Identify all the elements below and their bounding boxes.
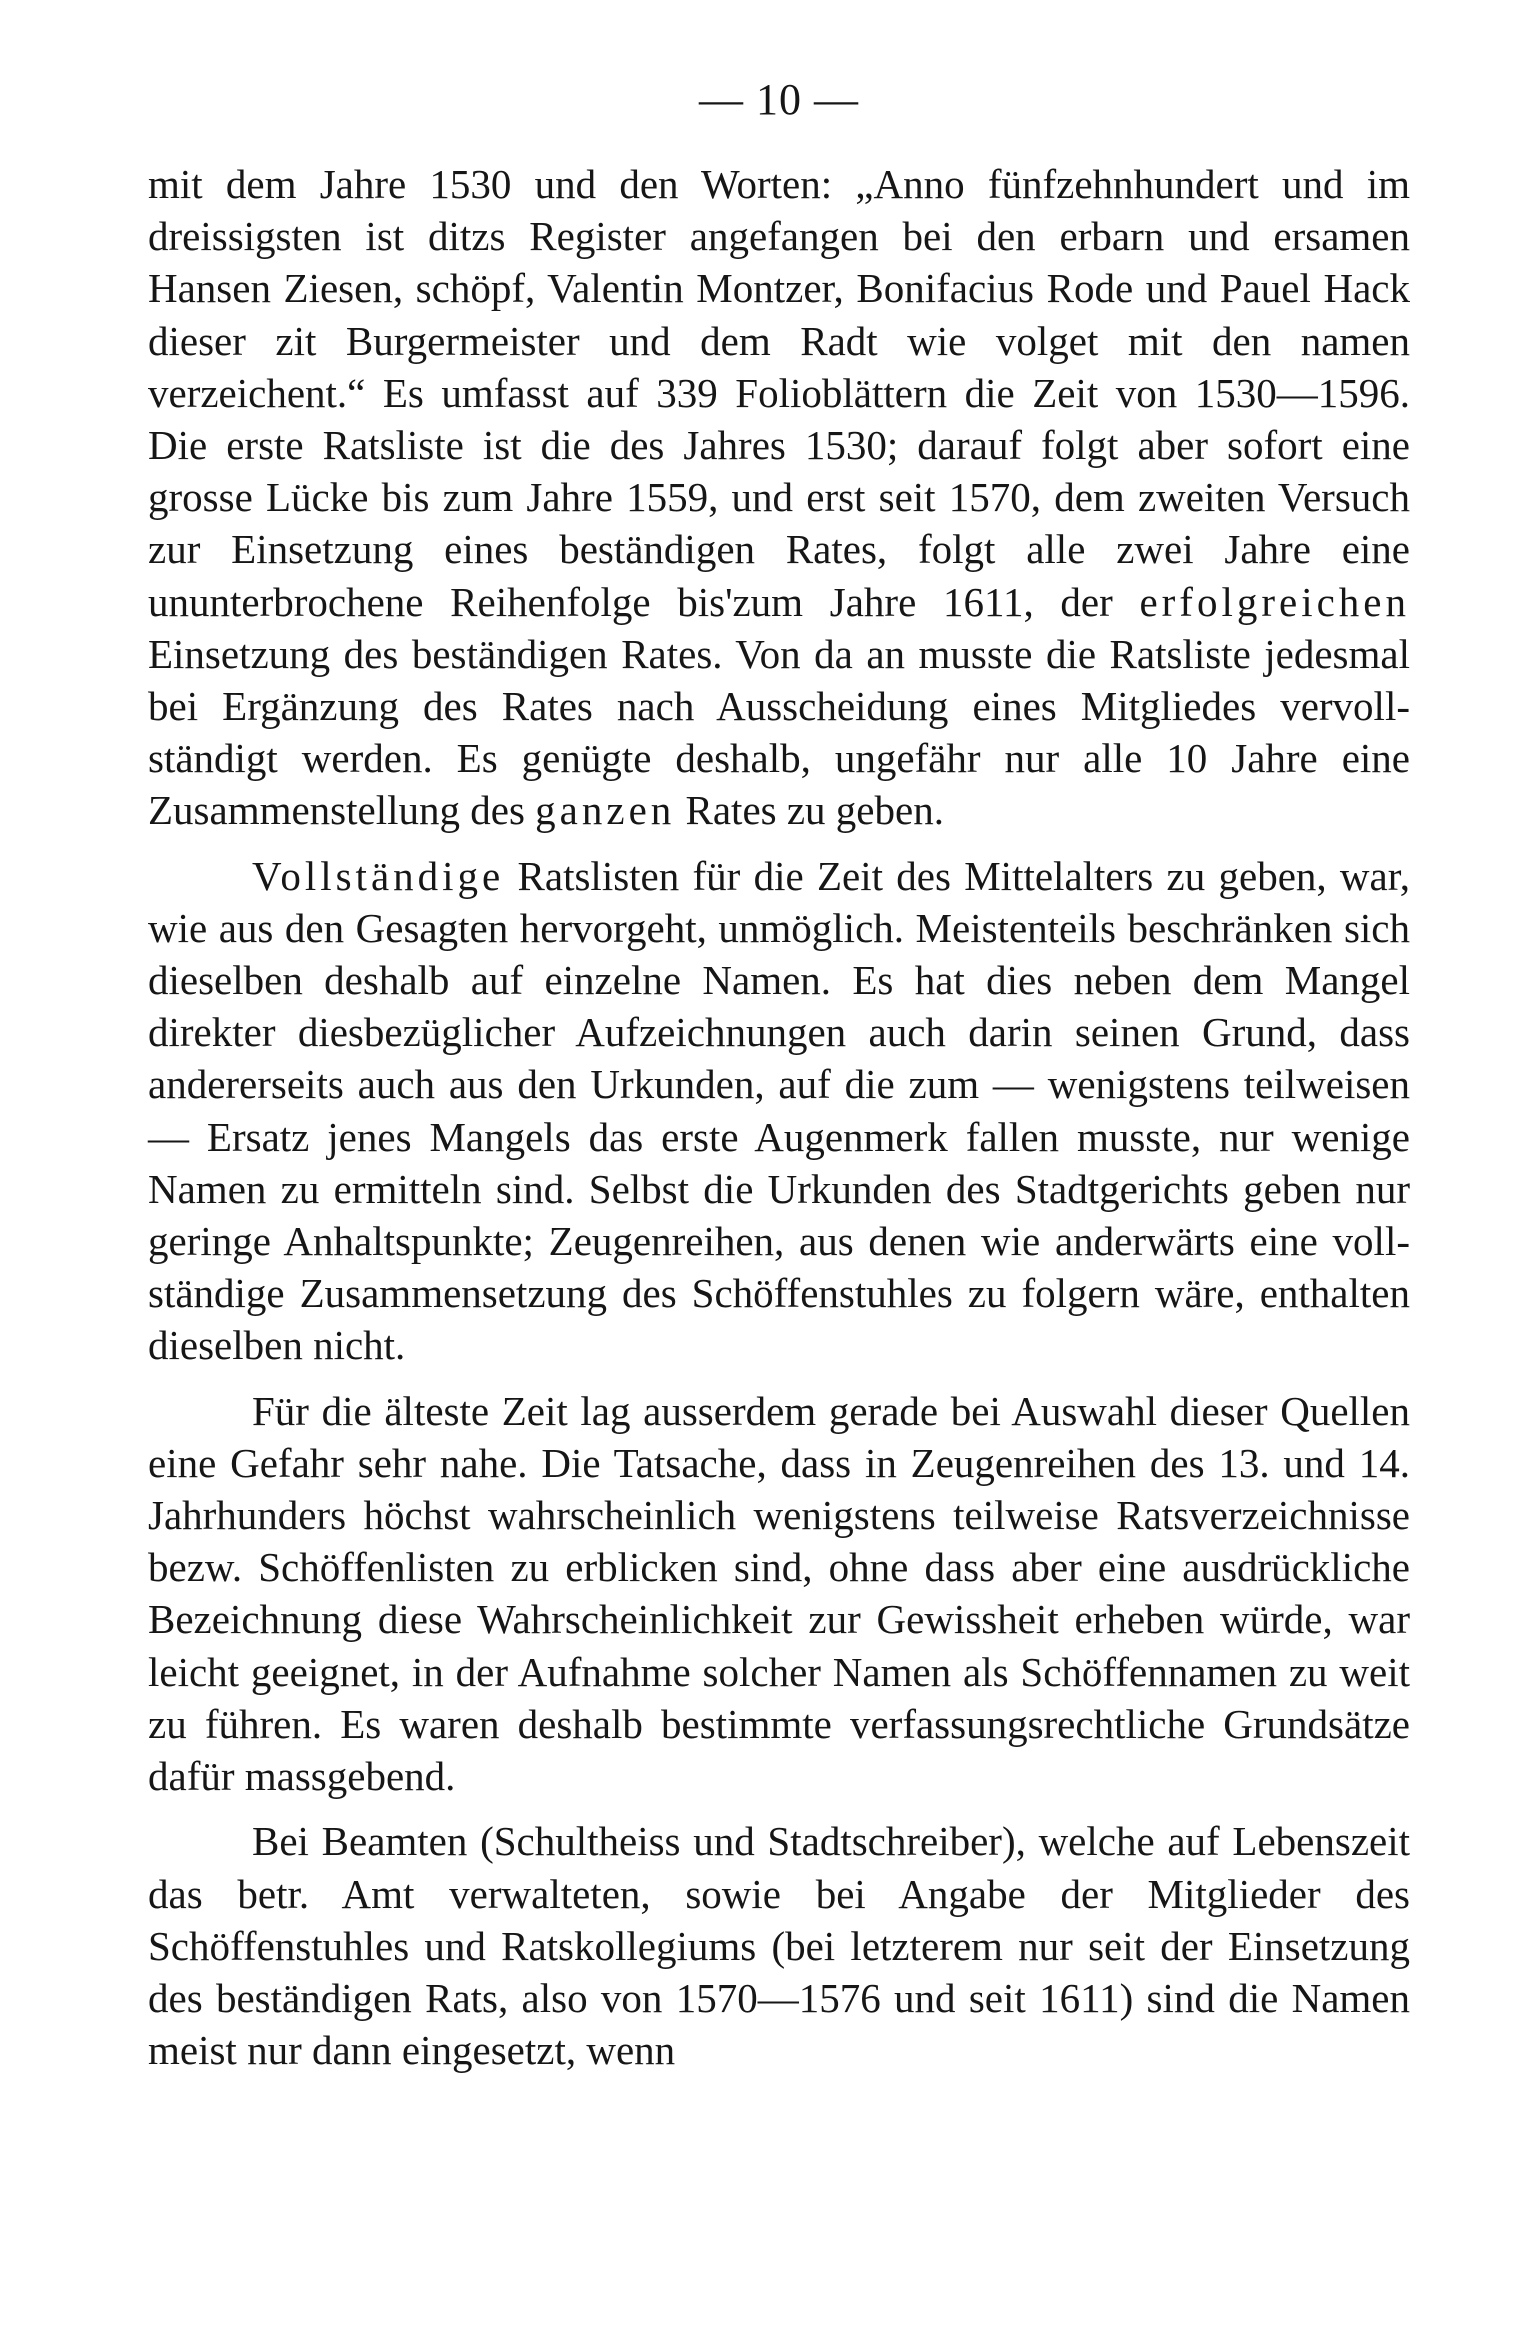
spaced-emphasis: ganzen [535,787,676,834]
paragraph-3-text: Für die älteste Zeit lag ausserdem gerade bei Auswahl dieser Quellen eine Gefahr sehr nahe. Die Tatsache, dass in Zeugenreihen des 13. und 14. Jahrhunders höchst wahrscheinlich wenigstens teilweise Ratsverzeichnisse bezw. Schöffenlisten zu erblicken sind, ohne dass aber eine ausdrückliche Bezeichnung diese Wahrscheinlichkeit zur Gewissheit erheben würde, war leicht geeignet, in der Aufnahme solcher Namen als Schöffennamen zu weit zu führen. Es waren deshalb bestimmte verfassungsrechtliche Grundsätze dafür massgebend. [148,1387,1410,1800]
spaced-emphasis: Vollständige [252,852,505,899]
paragraph-1-text: Rates zu geben. [675,787,944,834]
paragraph-2-text: Ratslisten für die Zeit des Mittelalters zu geben, war, wie aus den Gesagten hervorgeht, unmöglich. Meistenteils beschränken sich dieselben deshalb auf einzelne Namen. Es hat dies neben dem Mangel direkter diesbezüglicher Aufzeichnungen auch darin seinen Grund, dass andererseits auch aus den Urkunden, auf die zum — wenigstens teilweisen — Ersatz jenes Mangels das erste Augenmerk fallen musste, nur wenige Namen zu ermitteln sind. Selbst die Urkunden des Stadtgerichts geben nur geringe Anhaltspunkte; Zeugenreihen, aus denen wie anderwärts eine vollständige Zusammensetzung des Schöffenstuhles zu folgern wäre, enthalten dieselben nicht. [148,852,1410,1369]
paragraph-3 [148,1385,1410,1803]
paragraph-4-text: Bei Beamten (Schultheiss und Stadtschreiber), welche auf Lebenszeit das betr. Amt verwalteten, sowie bei Angabe der Mitglieder des Schöffenstuhles und Ratskollegiums (bei letzterem nur seit der Einsetzung des beständigen Rats, also von 1570—1576 und seit 1611) sind die Namen meist nur dann eingesetzt, wenn [148,1818,1410,2074]
paragraph-2 [148,850,1410,1372]
paragraph-1-text: mit dem Jahre 1530 und den Worten: „Anno fünfzehnhundert und im dreissigsten ist ditzs Register angefangen bei den erbarn und ersamen Hansen Ziesen, schöpf, Valentin Montzer, Bonifacius Rode und Pauel Hack dieser zit Burgermeister und dem Radt wie volget mit den namen verzeichent.“ Es umfasst auf 339 Folioblättern die Zeit von 1530—1596. Die erste Ratsliste ist die des Jahres 1530; darauf folgt aber sofort eine grosse Lücke bis zum Jahre 1559, und erst seit 1570, dem zweiten Versuch zur Einsetzung eines beständigen Rates, folgt alle zwei Jahre eine ununterbrochene Reihenfolge bis'zum Jahre 1611, der [148,161,1410,625]
page-number: — 10 — [699,75,859,124]
document-page [148,70,1410,2089]
spaced-emphasis: erfolgreichen [1139,578,1410,625]
paragraph-1-text: Einsetzung des beständigen Rates. Von da an musste die Ratsliste jedesmal bei Ergänzung des Rates nach Ausscheidung eines Mitgliedes vervollständigt werden. Es genügte deshalb, ungefähr nur alle 10 Jahre eine Zusammenstellung des [148,630,1410,834]
paragraph-4 [148,1815,1410,2076]
paragraph-1 [148,158,1410,837]
